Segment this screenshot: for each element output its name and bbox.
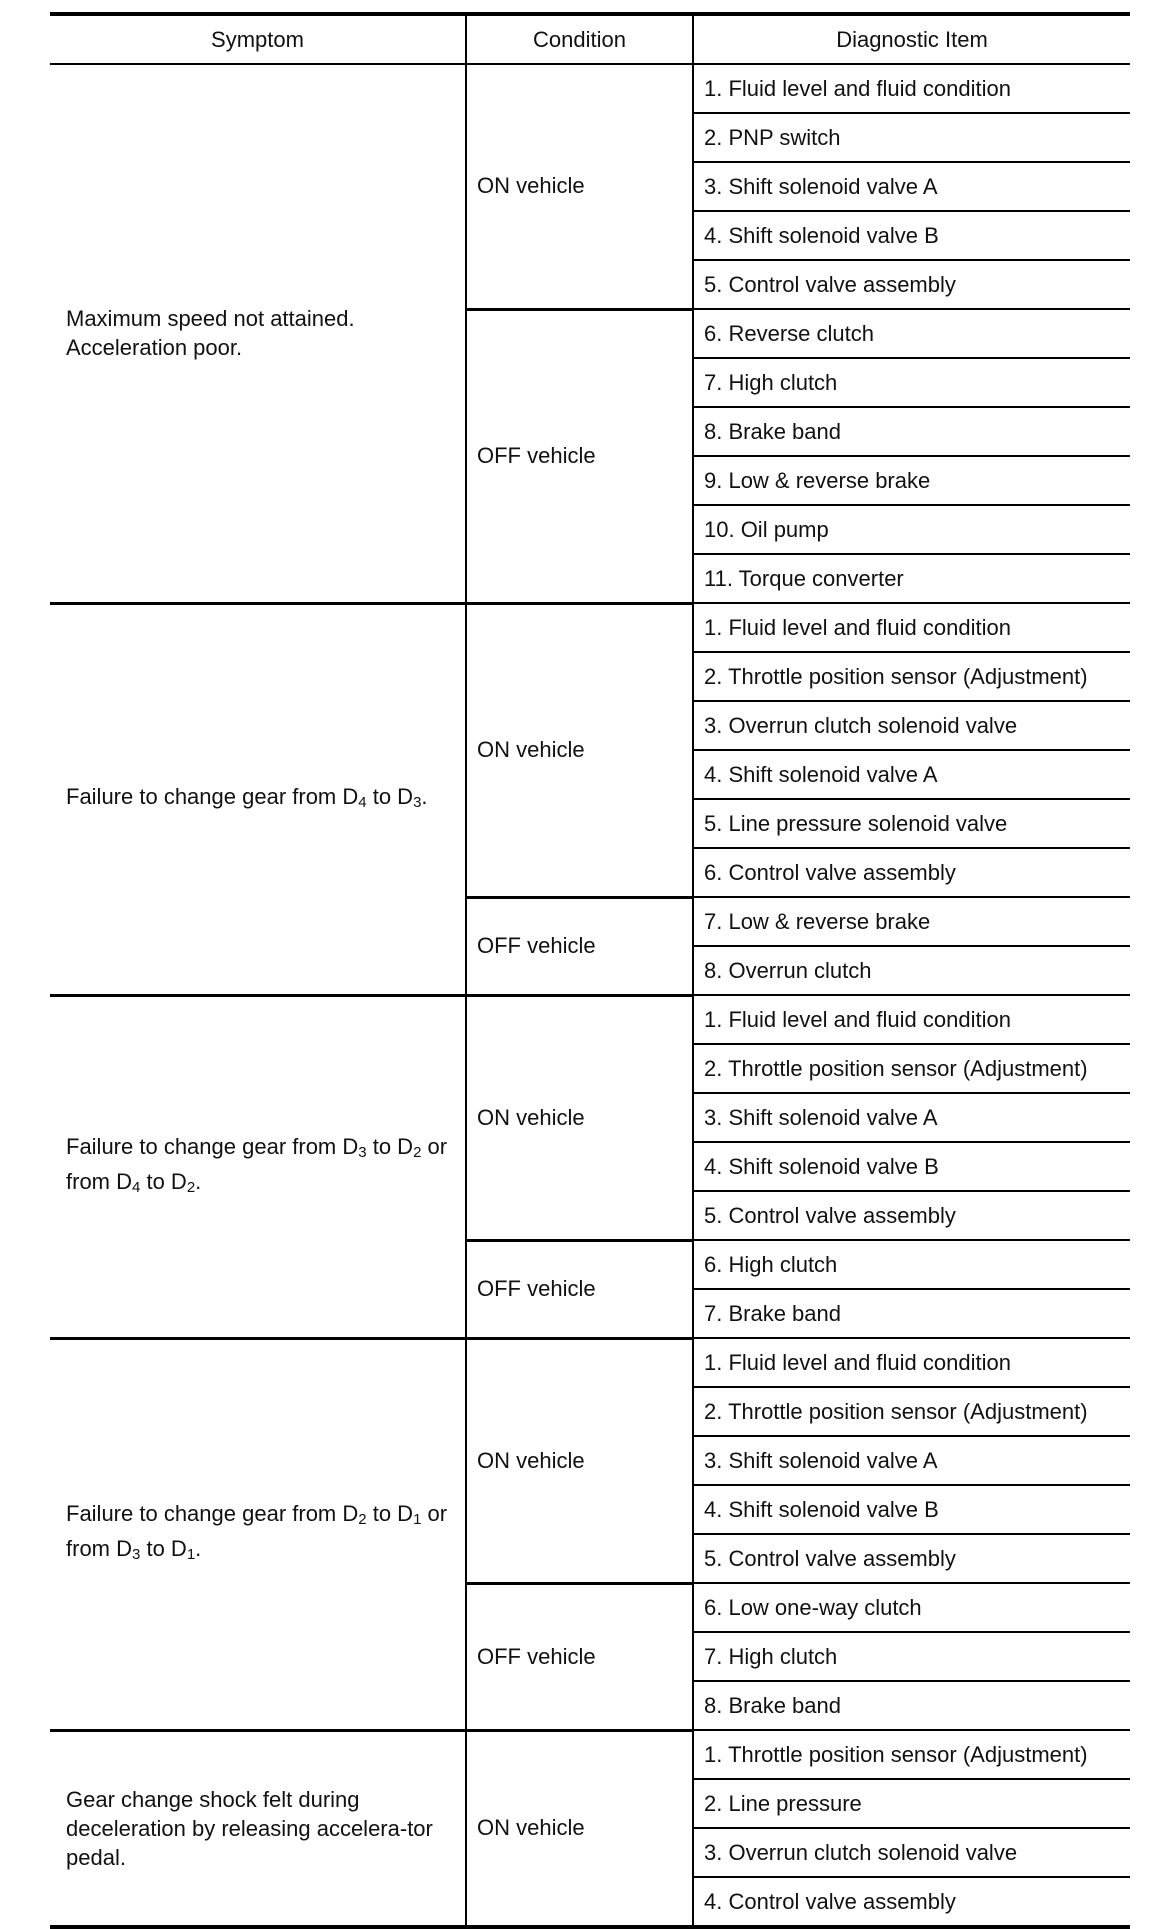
diagnostic-item: 2. Line pressure [693,1779,1130,1828]
diagnostic-item: 8. Overrun clutch [693,946,1130,995]
diagnostic-item: 4. Shift solenoid valve B [693,1142,1130,1191]
condition-cell: OFF vehicle [466,1240,693,1338]
diagnostic-item: 4. Shift solenoid valve B [693,1485,1130,1534]
table-row [50,603,1130,652]
header-row [50,14,1130,64]
diagnostic-item: 3. Shift solenoid valve A [693,1093,1130,1142]
table-row [50,1730,1130,1779]
gear-subscript: 2 [358,1511,367,1528]
diagnostic-item: 7. High clutch [693,358,1130,407]
diagnostic-item: 1. Fluid level and fluid condition [693,64,1130,113]
diagnostic-item: 2. Throttle position sensor (Adjustment) [693,1044,1130,1093]
diagnostic-item: 8. Brake band [693,1681,1130,1730]
gear-subscript: 3 [358,1143,367,1161]
diagnostic-item: 6. Low one-way clutch [693,1583,1130,1632]
diagnostic-item: 3. Overrun clutch solenoid valve [693,701,1130,750]
diagnostic-item: 2. Throttle position sensor (Adjustment) [693,652,1130,701]
condition-cell: ON vehicle [466,64,693,309]
diagnostic-item: 10. Oil pump [693,505,1130,554]
diagnostic-item: 4. Control valve assembly [693,1877,1130,1927]
diagnostic-item: 7. High clutch [693,1632,1130,1681]
diagnostic-item: 5. Control valve assembly [693,1191,1130,1240]
symptom-text: Failure to change gear from D [66,783,359,809]
symptom-header: Symptom [50,14,466,64]
diagnostic-table [50,12,1130,1929]
symptom-cell [50,995,466,1338]
symptom-cell: Gear change shock felt during deceleration by releasing accelera-tor pedal. [50,1730,466,1927]
symptom-text: Failure to change gear from D [66,1501,359,1526]
symptom-group [50,603,1130,995]
symptom-text: or from D [66,1501,448,1561]
symptom-text: or from D [66,1133,448,1194]
symptom-group [50,1338,1130,1730]
diagnostic-item: 2. Throttle position sensor (Adjustment) [693,1387,1130,1436]
condition-cell: OFF vehicle [466,309,693,603]
symptom-text: to D [366,783,414,809]
diagnostic-item: 5. Control valve assembly [693,1534,1130,1583]
symptom-group [50,64,1130,603]
diagnostic-item: 1. Fluid level and fluid condition [693,603,1130,652]
condition-cell: ON vehicle [466,1338,693,1583]
table-row [50,1338,1130,1387]
symptom-cell [50,1338,466,1730]
condition-cell: OFF vehicle [466,1583,693,1730]
diagnostic-item: 4. Shift solenoid valve A [693,750,1130,799]
symptom-text: . [421,783,428,809]
diagnostic-item: 6. High clutch [693,1240,1130,1289]
diagnostic-item: 3. Overrun clutch solenoid valve [693,1828,1130,1877]
diagnostic-item-header: Diagnostic Item [693,14,1130,64]
condition-cell: OFF vehicle [466,897,693,995]
gear-subscript: 4 [132,1178,141,1196]
symptom-text: to D [140,1168,187,1194]
diagnostic-item: 3. Shift solenoid valve A [693,1436,1130,1485]
diagnostic-item: 1. Fluid level and fluid condition [693,1338,1130,1387]
diagnostic-item: 3. Shift solenoid valve A [693,162,1130,211]
symptom-text: Failure to change gear from D [66,1133,359,1159]
diagnostic-item: 6. Control valve assembly [693,848,1130,897]
diagnostic-item: 4. Shift solenoid valve B [693,211,1130,260]
gear-subscript: 3 [413,793,422,811]
gear-subscript: 4 [358,793,367,811]
diagnostic-item: 2. PNP switch [693,113,1130,162]
gear-subscript: 3 [132,1546,141,1563]
diagnostic-item: 11. Torque converter [693,554,1130,603]
symptom-cell [50,603,466,995]
gear-subscript: 1 [186,1546,196,1563]
diagnostic-item: 5. Control valve assembly [693,260,1130,309]
gear-subscript: 2 [186,1178,196,1196]
diagnostic-item: 8. Brake band [693,407,1130,456]
symptom-group [50,1730,1130,1927]
diagnostic-item: 9. Low & reverse brake [693,456,1130,505]
gear-subscript: 2 [413,1143,422,1161]
diagnostic-item: 1. Throttle position sensor (Adjustment) [693,1730,1130,1779]
diagnostic-item: 5. Line pressure solenoid valve [693,799,1130,848]
diagnostic-item: 6. Reverse clutch [693,309,1130,358]
diagnostic-table-page [50,12,1130,1929]
table-row [50,995,1130,1044]
condition-header: Condition [466,14,693,64]
symptom-text: to D [140,1536,187,1561]
condition-cell: ON vehicle [466,603,693,897]
symptom-cell: Maximum speed not attained. Acceleration poor. [50,64,466,603]
condition-cell: ON vehicle [466,1730,693,1927]
gear-subscript: 1 [413,1511,422,1528]
symptom-text: to D [366,1133,414,1159]
symptom-text: . [195,1168,202,1194]
diagnostic-item: 7. Brake band [693,1289,1130,1338]
condition-cell: ON vehicle [466,995,693,1240]
diagnostic-item: 1. Fluid level and fluid condition [693,995,1130,1044]
symptom-text: . [195,1536,202,1561]
table-row [50,64,1130,113]
symptom-text: to D [366,1501,414,1526]
symptom-group [50,995,1130,1338]
diagnostic-item: 7. Low & reverse brake [693,897,1130,946]
